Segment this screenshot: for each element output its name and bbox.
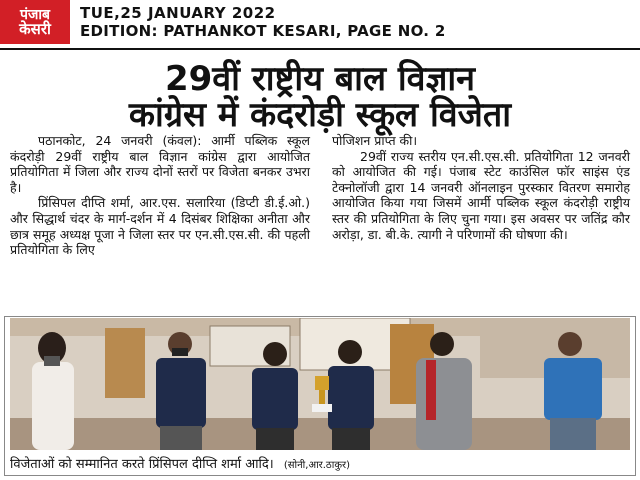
caption-text: विजेताओं को सम्मानित करते प्रिंसिपल दीप्ति शर्मा आदि। [10, 457, 274, 472]
headline-line-2: कांग्रेस में कंदरोड़ी स्कूल विजेता [128, 95, 512, 135]
article-paragraph: प्रिंसिपल दीप्ति शर्मा, आर.एस. सलारिया (डिप्टी डी.ई.ओ.) और सिद्धार्थ चंदर के मार्ग-दर्शन में 4 दिसंबर शिक्षिका अनीता और छात्र समूह अध्यक्ष पूजा ने जिला स्तर पर एन.सी.एस.सी. की पहली प्रतियोगिता के लिए [10, 195, 310, 258]
masthead-divider [0, 48, 640, 50]
article-paragraph: पठानकोट, 24 जनवरी (कंवल): आर्मी पब्लिक स्कूल कंदरोड़ी 29वीं राष्ट्रीय बाल विज्ञान कांग्रेस द्वारा आयोजित प्रतियोगिता में जिला और राज्य दोनों स्तरों पर विजेता बनकर उभरा है। [10, 133, 310, 195]
award-ceremony-photo [10, 318, 630, 450]
punjab-kesari-logo [0, 0, 70, 44]
headline-line-1: 29वीं राष्ट्रीय बाल विज्ञान [164, 59, 476, 99]
article-column-right [332, 133, 630, 242]
article-paragraph: 29वीं राज्य स्तरीय एन.सी.एस.सी. प्रतियोगिता 12 जनवरी को आयोजित की गई। पंजाब स्टेट काउंसिल फॉर साइंस एंड टेक्नोलॉजी द्वारा 14 जनवरी ऑनलाइन पुरस्कार वितरण समारोह आयोजित किया गया जिसमें आर्मी पब्लिक स्कूल कंदरोड़ी राष्ट्रीय स्तर की प्रतियोगिता के लिए चुना गया। इस अवसर पर जतिंद्र कौर अरोड़ा, डा. बी.के. त्यागी ने परिणामों की घोषणा की। [332, 148, 630, 242]
article-column-left [10, 133, 310, 258]
edition-info: EDITION: PATHANKOT KESARI, PAGE NO. 2 [80, 22, 446, 40]
photo-credit: (सोनी,आर.ठाकुर) [283, 460, 351, 471]
photo-illustration [10, 318, 630, 450]
edition-date: TUE,25 JANUARY 2022 [80, 4, 276, 22]
photo-caption [10, 454, 630, 472]
article-paragraph: पोजिशन प्राप्त की। [332, 133, 418, 148]
logo-line-1: पंजाब [20, 6, 50, 23]
logo-line-2: केसरी [19, 19, 51, 38]
